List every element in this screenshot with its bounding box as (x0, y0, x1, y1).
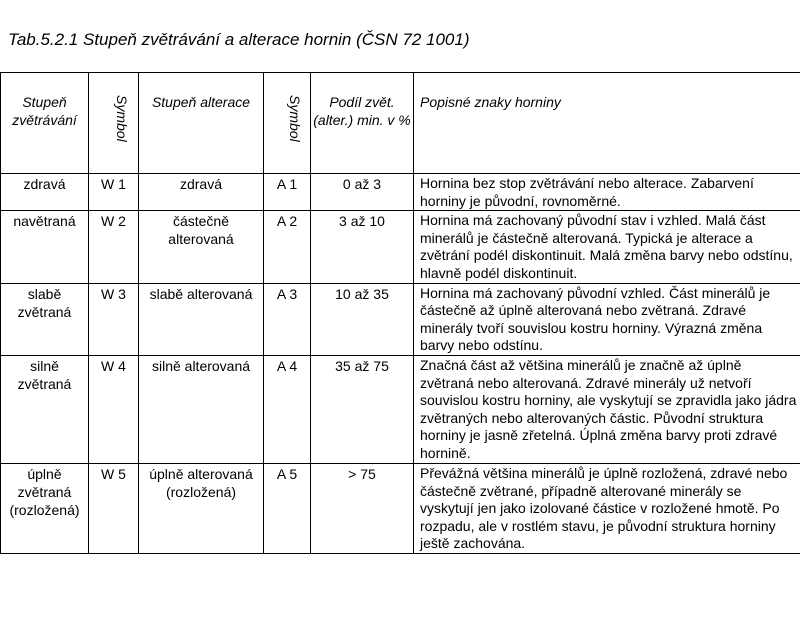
cell-description: Hornina bez stop zvětrávání nebo alterace. Zabarvení horniny je původní, rovnoměrné. (414, 174, 800, 211)
cell-share: 3 až 10 (311, 211, 414, 283)
header-alteration-symbol-label: Symbol (287, 95, 303, 142)
cell-weathering-symbol: W 5 (89, 463, 139, 553)
cell-description: Hornina má zachovaný původní vzhled. Část minerálů je částečně až úplně alterovaná nebo zvětraná. Zdravé minerály tvoří souvislou kostru horniny. Výrazná změna barvy nebo odstínu. (414, 283, 800, 355)
header-share: Podíl zvět. (alter.) min. v % (311, 73, 414, 174)
cell-weathering-symbol: W 3 (89, 283, 139, 355)
cell-weathering-symbol: W 2 (89, 211, 139, 283)
cell-share: 35 až 75 (311, 355, 414, 463)
cell-alteration-symbol: A 2 (264, 211, 311, 283)
cell-alteration-symbol: A 5 (264, 463, 311, 553)
cell-alteration-symbol: A 3 (264, 283, 311, 355)
cell-alteration-symbol: A 1 (264, 174, 311, 211)
cell-alteration: slabě alterovaná (139, 283, 264, 355)
cell-share: 10 až 35 (311, 283, 414, 355)
header-description: Popisné znaky horniny (414, 73, 800, 174)
cell-weathering: úplně zvětraná (rozložená) (1, 463, 89, 553)
cell-weathering: slabě zvětraná (1, 283, 89, 355)
cell-weathering: navětraná (1, 211, 89, 283)
header-alteration: Stupeň alterace (139, 73, 264, 174)
cell-description: Hornina má zachovaný původní stav i vzhled. Malá část minerálů je částečně alterovaná. Typická je alterace a zvětrání podél diskontinuit. Malá změna barvy nebo odstínu, hlavně podél diskontinuit. (414, 211, 800, 283)
cell-alteration: zdravá (139, 174, 264, 211)
cell-weathering-symbol: W 4 (89, 355, 139, 463)
table-row (1, 355, 800, 463)
cell-description: Značná část až většina minerálů je značně až úplně zvětraná nebo alterovaná. Zdravé minerály už netvoří souvislou kostru horniny, ale vyskytují se zpravidla jako jádra zvětraných nebo alterovaných částic. Původní struktura horniny je jasně zřetelná. Úplná změna barvy proti zdravé hornině. (414, 355, 800, 463)
cell-weathering: zdravá (1, 174, 89, 211)
cell-description: Převážná většina minerálů je úplně rozložená, zdravé nebo částečně zvětrané, případně alterované minerály se vyskytují jen jako izolované částice v rozložené hmotě. Po rozpadu, ale v rostlém stavu, je původní struktura horniny ještě zachována. (414, 463, 800, 553)
cell-share: > 75 (311, 463, 414, 553)
header-weathering: Stupeň zvětrávání (1, 73, 89, 174)
header-weathering-symbol (89, 73, 139, 174)
table-row (1, 463, 800, 553)
table-row (1, 174, 800, 211)
cell-alteration-symbol: A 4 (264, 355, 311, 463)
cell-alteration: částečně alterovaná (139, 211, 264, 283)
cell-weathering-symbol: W 1 (89, 174, 139, 211)
table-row (1, 211, 800, 283)
cell-share: 0 až 3 (311, 174, 414, 211)
cell-alteration: úplně alterovaná (rozložená) (139, 463, 264, 553)
table-title: Tab.5.2.1 Stupeň zvětrávání a alterace hornin (ČSN 72 1001) (8, 30, 470, 49)
weathering-table (0, 72, 800, 554)
cell-alteration: silně alterovaná (139, 355, 264, 463)
table-row (1, 283, 800, 355)
header-weathering-symbol-label: Symbol (113, 95, 130, 142)
header-row (1, 73, 800, 174)
cell-weathering: silně zvětraná (1, 355, 89, 463)
header-alteration-symbol (264, 73, 311, 174)
